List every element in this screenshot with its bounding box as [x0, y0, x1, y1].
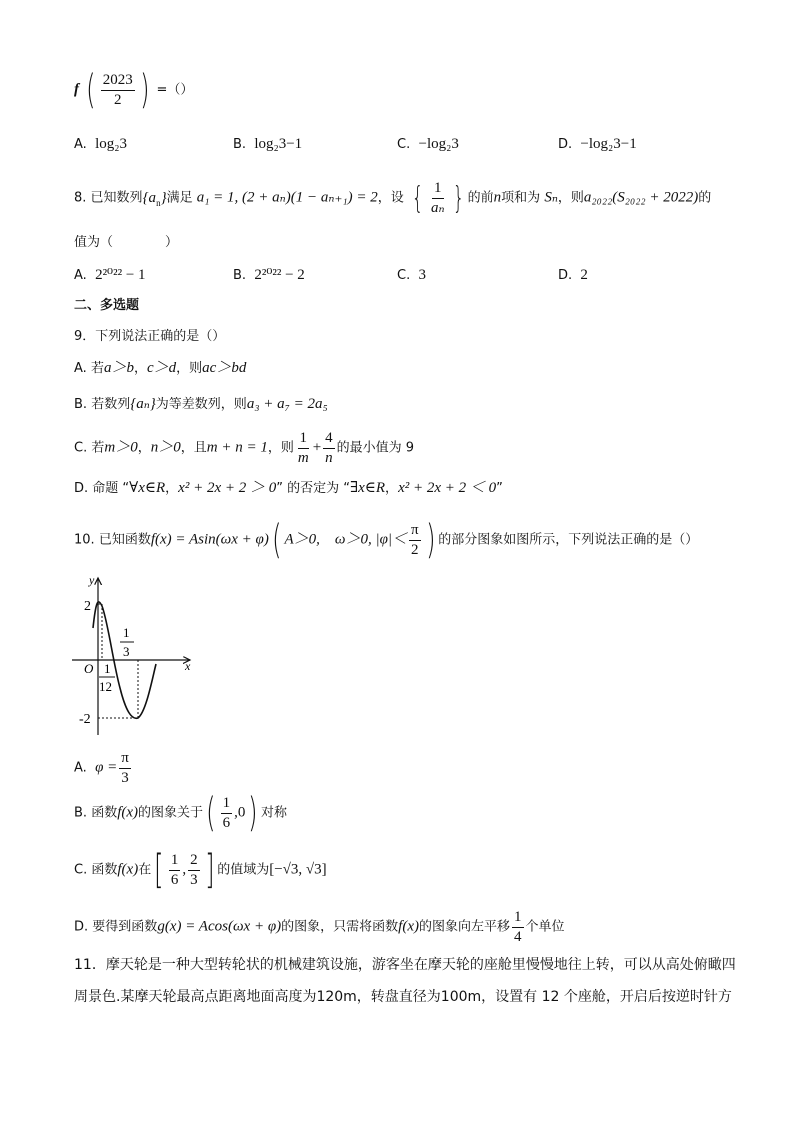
y-min-label: -2 — [79, 712, 91, 727]
q10-stem: 10. 已知函数f(x) = Asin(ωx + φ)( A＞0, ω＞0, |φ|＜ $\frac{\pi}{2}$ ) 的部分图象如图所示，下列说法正确的是（） — [74, 517, 699, 563]
q9-stem: 9．下列说法正确的是（） — [74, 329, 226, 344]
y-max-label: 2 — [84, 599, 91, 614]
q7-option-c: C. −log₂3 — [397, 136, 459, 152]
q8-option-b: B. 2²⁰²² − 2 — [233, 267, 305, 283]
q11-line1: 11．摩天轮是一种大型转轮状的机械建筑设施，游客坐在摩天轮的座舱里慢慢地往上转，可以从高处俯瞰四 — [74, 957, 736, 973]
q8-line2: 值为（ ） — [74, 235, 179, 250]
q9-option-b: B. 若数列{aₙ}为等差数列，则a₃ + a₇ = 2a₅ — [74, 396, 328, 412]
y-label: y — [89, 573, 95, 587]
q7-stem: f ( $\frac{2023}{2}$ ) =（） — [74, 67, 194, 113]
q7-option-b: B. log₂3−1 — [233, 136, 303, 152]
q8-stem: 8. 已知数列$\{a_n\}$满足 a₁ = 1, (2 + aₙ)(1 − aₙ₊₁) = 2，设 { $\frac{1}{\text{aₙ}}$ } 的前n项和为 Sₙ，则a₂₀₂₂(S₂₀₂₂ + 2022)的 — [74, 180, 712, 216]
q10-option-d: D. 要得到函数g(x) = Acos(ωx + φ)的图象，只需将函数f(x)的图象向左平移 $\frac{1}{4}$ 个单位 — [74, 909, 565, 945]
tick-1-12-num: 1 — [104, 661, 111, 676]
q8-option-a: A. 2²⁰²² − 1 — [74, 267, 146, 283]
q7-option-a: A. log₂3 — [74, 136, 127, 152]
q7-fraction: $\frac{2023}{2}$ — [102, 72, 133, 108]
section-title: 二、多选题 — [74, 298, 140, 313]
origin-label: O — [84, 661, 94, 676]
q8-option-c: C. 3 — [397, 267, 426, 283]
q9-option-c: C. 若m＞0，n＞0，且m + n = 1，则 $\frac{1}{m}$ + $\frac{4}{n}$ 的最小值为 9 — [74, 430, 415, 466]
tick-1-12-den: 12 — [99, 679, 112, 694]
q10-option-c: C. 函数f(x)在[ $\frac{1}{6}$ , $\frac{2}{3}$ ] 的值域为[−√3, √3] — [74, 847, 327, 893]
q10-option-b: B. 函数f(x)的图象关于( $\frac{1}{6}$ ,0) 对称 — [74, 790, 288, 836]
q8-option-d: D. 2 — [558, 267, 588, 283]
q11-line2: 周景色.某摩天轮最高点距离地面高度为120m，转盘直径为100m，设置有 12 个座舱，开启后按逆时针方 — [74, 989, 732, 1005]
q8-fraction: $\frac{1}{\text{aₙ}}$ — [430, 180, 445, 216]
x-label: x — [185, 659, 191, 673]
q10-option-a: A. φ = $\frac{\pi}{3}$ — [74, 750, 129, 786]
q7-option-d: D. −log₂3−1 — [558, 136, 637, 152]
sine-graph — [68, 570, 198, 740]
tick-1-3-num: 1 — [123, 625, 130, 640]
q9-option-a: A. 若a＞b，c＞d，则ac＞bd — [74, 360, 247, 376]
q9-option-d: D. 命题 “∀x∈R，x² + 2x + 2 ＞ 0” 的否定为 “∃x∈R，x² + 2x + 2 ＜ 0” — [74, 480, 503, 496]
tick-1-3-den: 3 — [123, 644, 130, 659]
